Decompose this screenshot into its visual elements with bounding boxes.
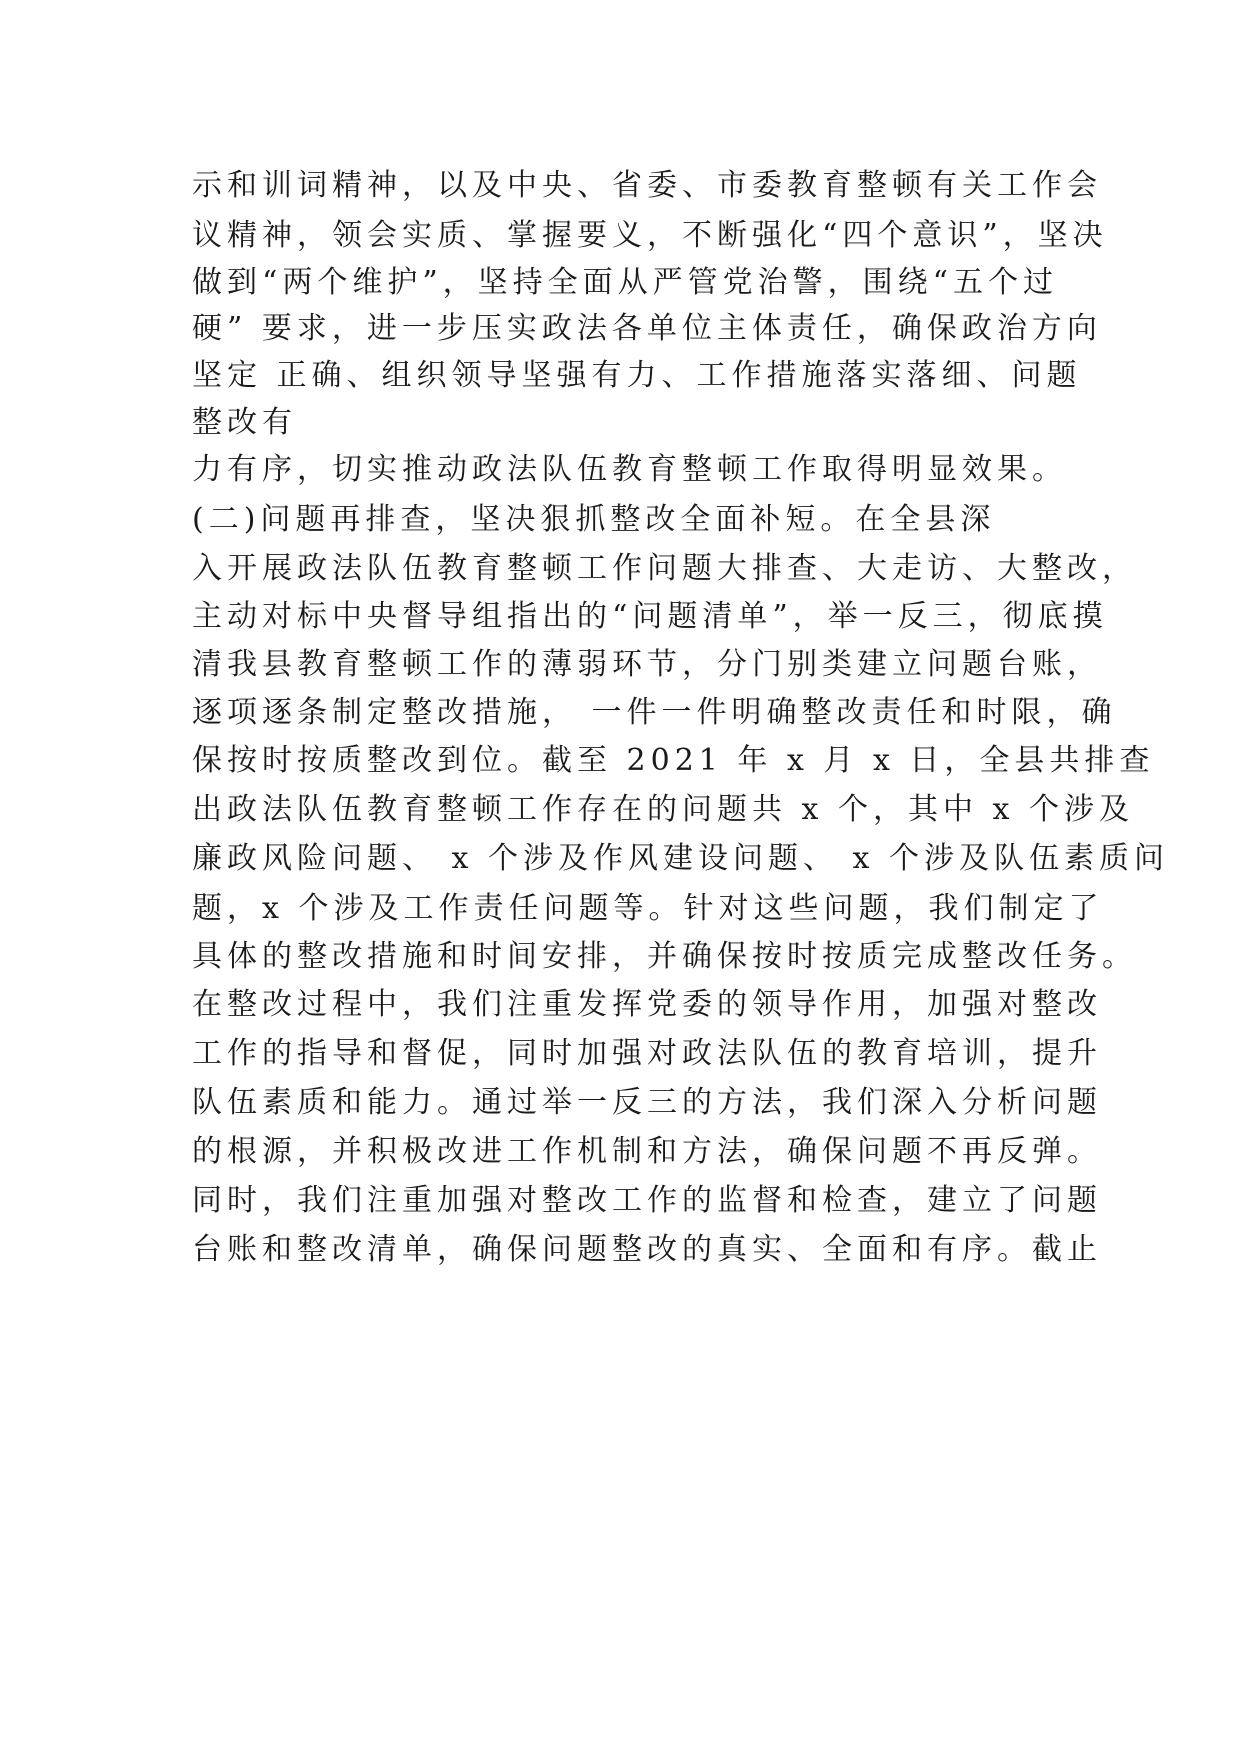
text-line: 具体的整改措施和时间安排，并确保按时按质完成整改任务。 <box>192 939 1137 974</box>
text-line: 出政法队伍教育整顿工作存在的问题共 x 个，其中 x 个涉及 <box>192 792 1134 827</box>
text-line: 主动对标中央督导组指出的“问题清单”，举一反三，彻底摸 <box>192 599 1108 634</box>
text-line: 保按时按质整改到位。截至 2021 年 x 月 x 日，全县共排查 <box>192 743 1155 778</box>
text-line: 清我县教育整顿工作的薄弱环节，分门别类建立问题台账， <box>192 647 1102 682</box>
text-line: 议精神，领会实质、掌握要义，不断强化“四个意识”，坚决 <box>192 218 1108 253</box>
text-line: 台账和整改清单，确保问题整改的真实、全面和有序。截止 <box>192 1232 1102 1267</box>
text-line: (二)问题再排查，坚决狠抓整改全面补短。在全县深 <box>192 502 996 537</box>
text-line: 示和训词精神，以及中央、省委、市委教育整顿有关工作会 <box>192 168 1102 203</box>
text-line: 坚定 正确、组织领导坚强有力、工作措施落实落细、问题 <box>192 358 1082 393</box>
text-line: 队伍素质和能力。通过举一反三的方法，我们深入分析问题 <box>192 1085 1102 1120</box>
text-line: 硬” 要求，进一步压实政法各单位主体责任，确保政治方向 <box>192 311 1102 346</box>
text-line: 工作的指导和督促，同时加强对政法队伍的教育培训，提升 <box>192 1036 1102 1071</box>
text-line: 入开展政法队伍教育整顿工作问题大排查、大走访、大整改， <box>192 551 1137 586</box>
text-line: 逐项逐条制定整改措施， 一件一件明确整改责任和时限，确 <box>192 695 1117 730</box>
text-line: 题，x 个涉及工作责任问题等。针对这些问题，我们制定了 <box>192 891 1104 926</box>
text-line: 力有序，切实推动政法队伍教育整顿工作取得明显效果。 <box>192 452 1067 487</box>
text-line: 的根源，并积极改进工作机制和方法，确保问题不再反弹。 <box>192 1134 1102 1169</box>
text-line: 同时，我们注重加强对整改工作的监督和检查，建立了问题 <box>192 1183 1102 1218</box>
text-line: 在整改过程中，我们注重发挥党委的领导作用，加强对整改 <box>192 987 1102 1022</box>
text-line: 做到“两个维护”，坚持全面从严管党治警，围绕“五个过 <box>192 265 1059 300</box>
text-line: 整改有 <box>192 405 297 440</box>
text-line: 廉政风险问题、 x 个涉及作风建设问题、 x 个涉及队伍素质问 <box>192 841 1169 876</box>
